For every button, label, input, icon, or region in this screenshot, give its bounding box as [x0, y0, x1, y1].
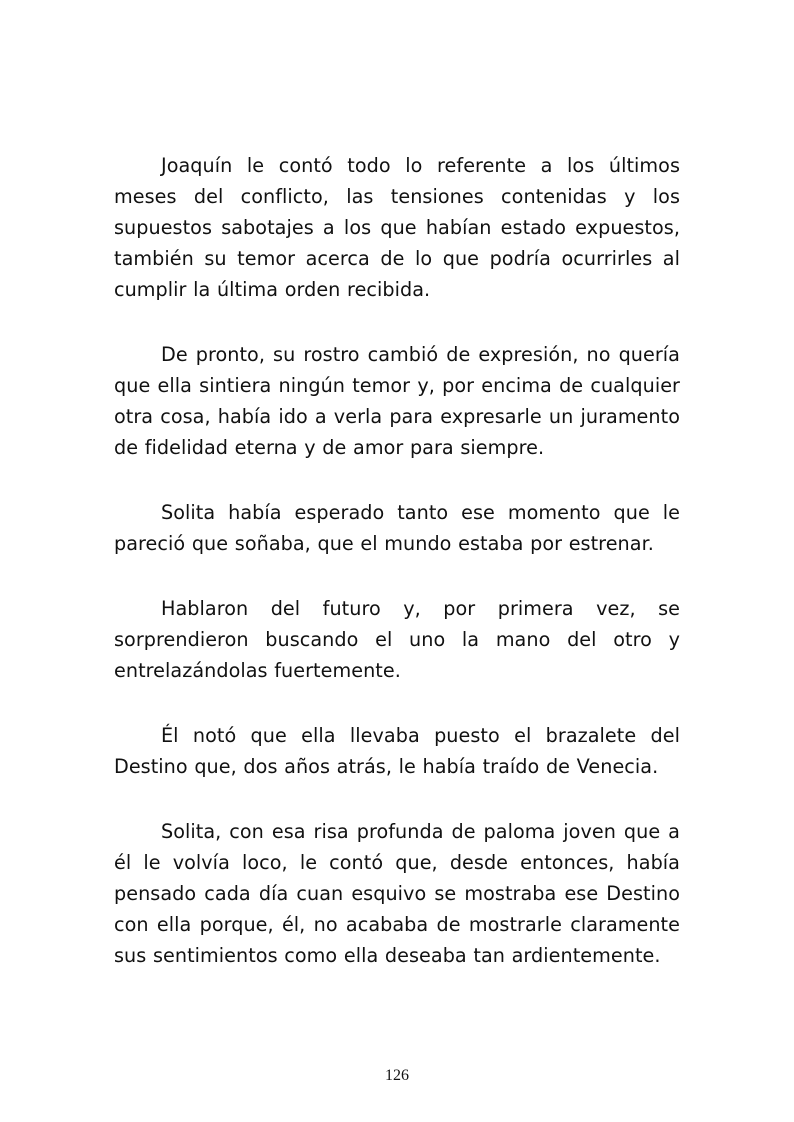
paragraph-4: Hablaron del futuro y, por primera vez, se sorprendieron buscando el uno la mano del otro y entrelazándolas fuertemente.	[114, 597, 680, 682]
page-number: 126	[385, 1067, 409, 1084]
paragraph-5: Él notó que ella llevaba puesto el brazalete del Destino que, dos años atrás, le había traído de Venecia.	[114, 724, 680, 778]
paragraph-2: De pronto, su rostro cambió de expresión, no quería que ella sintiera ningún temor y, por encima de cualquier otra cosa, había ido a verla para expresarle un juramento de fidelidad eterna y de amor para siempre.	[114, 343, 680, 459]
paragraph-1: Joaquín le contó todo lo referente a los últimos meses del conflicto, las tensiones contenidas y los supuestos sabotajes a los que habían estado expuestos, también su temor acerca de lo que podría ocurrirles al cumplir la última orden recibida.	[114, 154, 680, 301]
paragraph-6: Solita, con esa risa profunda de paloma joven que a él le volvía loco, le contó que, desde entonces, había pensado cada día cuan esquivo se mostraba ese Destino con ella porque, él, no acababa de mostrarle claramente sus sentimientos como ella deseaba tan ardientemente.	[114, 820, 680, 967]
paragraph-3: Solita había esperado tanto ese momento que le pareció que soñaba, que el mundo estaba por estrenar.	[114, 501, 680, 555]
document-body	[114, 150, 680, 1005]
